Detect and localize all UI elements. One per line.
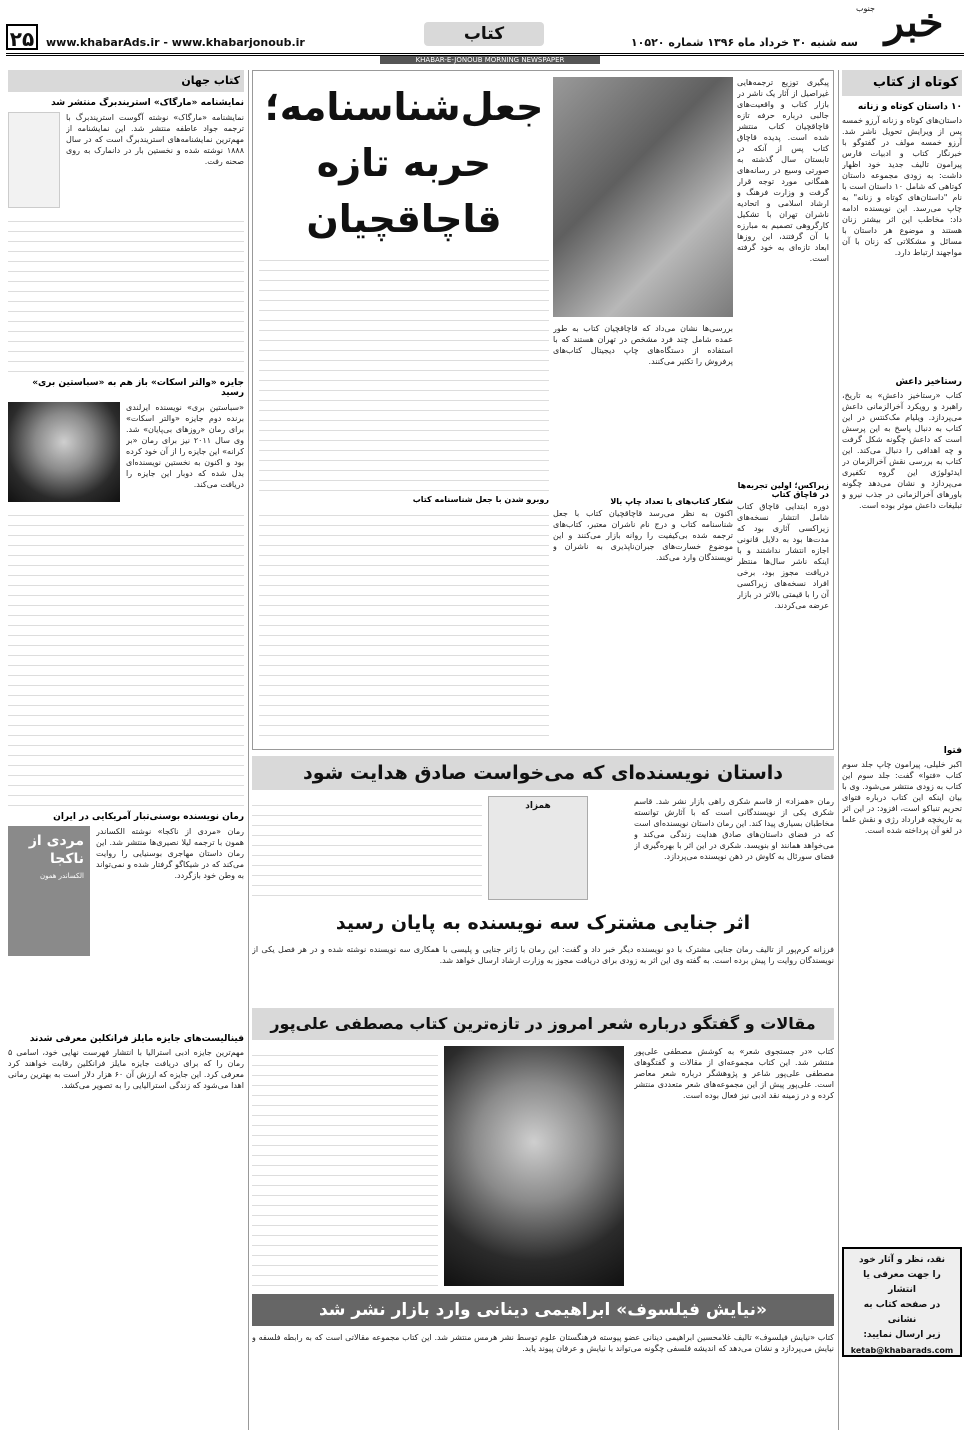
item-title: نمایشنامه «مارگاک» استریندبرگ منتشر شد (51, 98, 244, 108)
masthead (0, 0, 970, 64)
story-body: فرزانه کرم‌پور از تالیف رمان جنایی مشترک با دو نویسنده دیگر خبر داد و گفت: این رمان با ژانر جنایی و پلیسی با همکاری سه نویسنده نوشته شده و در هر فصل یکی از نویسندگان روایت را پیش برده است. به گفته وی این اثر به زودی برای دریافت مجوز به وزارت ارشاد ارسال خواهد شد. (252, 945, 834, 965)
lead-col (259, 251, 549, 741)
lead-body-continued (259, 506, 549, 736)
lead-body: بررسی‌ها نشان می‌داد که قاچاقچیان کتاب به طور عمده شامل چند فرد مشخص در تهران هستند که با استفاده از دستگاه‌های چاپ دیجیتال کتاب‌های پرفروش را تکثیر می‌کنند. (553, 324, 733, 366)
logo: خبر (884, 0, 944, 46)
story-body: کتاب «نیایش فیلسوف» تالیف غلامحسین ابراهیمی دینانی عضو پیوسته فرهنگستان علوم توسط نشر هرمس منتشر شد. این کتاب مجموعه مقالاتی است که به رابطه فلسفه و نیایش می‌پردازد و نشان می‌دهد که اندیشه فلسفی چگونه می‌تواند با نیایش و عرفان پیوند یابد. (252, 1333, 834, 1353)
lead-col (737, 77, 829, 745)
headline-line: حربه تازه (316, 141, 492, 185)
story-body-continued (252, 796, 482, 900)
story-dinani (252, 1294, 834, 1430)
story-headline: «نیایش فیلسوف» ابراهیمی دینانی وارد بازار نشر شد (252, 1294, 834, 1326)
book-cover-image (8, 826, 90, 956)
ad-email-link[interactable]: ketab@khabarads.com (850, 1346, 954, 1355)
item-body: «سباستین بری» نویسنده ایرلندی برنده دوم جایزه «والتر اسکات» برای رمان «روزهای بی‌پایان» شد. وی سال ۲۰۱۱ نیز برای رمان «بر کرانه» این جایزه را از آن خود کرده بود و اکنون به نخستین نویسنده‌ای بدل شده که دوبار این جایزه را دریافت می‌کند. (126, 403, 244, 489)
lead-subhead: زیراکس؛ اولین تجربه‌ها در قاچاق کتاب (737, 481, 829, 499)
website-links[interactable]: www.khabarAds.ir - www.khabarjonoub.ir (46, 36, 305, 49)
page-number: ۲۵ (6, 24, 38, 50)
author-portrait-image (8, 402, 120, 502)
book-cover-author: الکساندر همون (39, 872, 84, 880)
ad-line: را جهت معرفی یا انتشار (863, 1270, 941, 1295)
story-body-continued (252, 1046, 438, 1286)
lead-body: اکنون به نظر می‌رسد قاچاقچیان کتاب با جعل شناسنامه کتاب و درج نام ناشران معتبر، کتاب‌های ترجمه شده بی‌کیفیت را روانه بازار می‌کنند و این موضوع خسارت‌های جبران‌ناپذیری به ناشران و نویسندگان وارد می‌کند. (553, 509, 733, 562)
item-title: ۱۰ داستان کوتاه و زنانه (857, 102, 962, 112)
book-cover-title: همزاد (525, 801, 551, 811)
book-cover-image (8, 112, 60, 208)
headline-line: جعل‌شناسنامه؛ (264, 85, 544, 129)
item-body-continued (8, 506, 244, 806)
submission-ad (842, 1247, 962, 1357)
lead-body: دوره ابتدایی قاچاق کتاب شامل انتشار نسخه‌های زیراکسی آثاری بود که مدت‌ها بود به دلایل قانونی اجازه انتشار نداشتند و با اینکه ناشر سال‌ها منتظر دریافت مجوز بود، برخی افراد نسخه‌های زیراکسی آن را با قیمتی بالاتر در بازار عرضه می‌کردند. (737, 502, 829, 610)
item-title: فینالیست‌های جایزه مایلز فرانکلین معرفی شدند (29, 1034, 244, 1044)
street-photo (553, 77, 733, 317)
story-crime-novel (252, 906, 834, 1006)
book-cover-title: مردی از ناکجا (28, 833, 84, 867)
story-headline: مقالات و گفتگو درباره شعر امروز در تازه‌ترین کتاب مصطفی علی‌پور (252, 1008, 834, 1040)
column-divider (838, 70, 839, 1430)
right-column (842, 70, 962, 1430)
date-line: سه شنبه ۳۰ خرداد ماه ۱۳۹۶ شماره ۱۰۵۲۰ (630, 36, 858, 49)
ad-line: نقد، نظر و آثار خود (858, 1255, 946, 1265)
story-headline: داستان نویسنده‌ای که می‌خواست صادق هدایت شود (252, 756, 834, 790)
lead-subhead: روبرو شدن با جعل شناسنامه کتاب (412, 495, 549, 504)
item-body-continued (8, 212, 244, 372)
author-portrait-image (444, 1046, 624, 1286)
story-alipour (252, 1008, 834, 1290)
lead-body: پیگیری توزیع ترجمه‌هایی غیراصیل از آثار یک ناشر در بازار کتاب و واقعیت‌های جالبی درباره حرفه تازه قاچاقچیان کتاب منتشر شده است. پدیده قاچاق کتاب پس از آنکه در تابستان سال گذشته به صورتی وسیع در رسانه‌های همگانی مورد توجه قرار گرفت و وزارت فرهنگ و ارشاد اسلامی و اتحادیه ناشران تهران با تشکیل کارگروهی تصمیم به مبارزه با آن گرفتند، این روزها ابعاد تازه‌ای به خود گرفته است. (737, 78, 829, 263)
right-column-heading: کوتاه از کتاب (842, 70, 962, 96)
ad-line: در صفحه کتاب به نشانی (863, 1300, 941, 1325)
item-body: رمان «مردی از ناکجا» نوشته الکساندر همون با ترجمه لیلا نصیری‌ها منتشر شد. این رمان داستان مهاجری بوسنیایی را روایت می‌کند که در شیکاگو گرفتار شده و نمی‌تواند به وطن خود بازگردد. (96, 827, 244, 880)
story-body: کتاب «در جستجوی شعر» به کوشش مصطفی علی‌پور منتشر شد. این کتاب مجموعه‌ای از مقالات و گفتگوهای مصطفی علی‌پور شاعر و پژوهشگر درباره شعر معاصر است. علی‌پور پیش از این مجموعه‌های شعر متعددی منتشر کرده و در زمینه نقد ادبی نیز فعال بوده است. (634, 1047, 834, 1100)
column-divider (248, 70, 249, 1430)
story-hedayat (252, 756, 834, 902)
left-column-heading: کتاب جهان (8, 70, 244, 92)
item-title: رمان نویسنده بوسنی‌تبار آمریکایی در ایران (53, 812, 244, 822)
story-body: رمان «همزاد» از قاسم شکری راهی بازار نشر شد. قاسم شکری یکی از نویسندگانی است که با آثارش توانسته مخاطبان بسیاری پیدا کند. این رمان داستان نویسنده‌ای است که در فضای داستان‌های صادق هدایت زندگی می‌کند و می‌خواهد همانند او بنویسد. شکری در این اثر با بهره‌گیری از فضای سورئال به کاوش در ذهن نویسنده می‌پردازد. (634, 797, 834, 861)
section-title: کتاب (424, 22, 544, 46)
item-body: نمایشنامه «مارگاک» نوشته آگوست استریندبرگ با ترجمه جواد عاطفه منتشر شد. این نمایشنامه از مهم‌ترین نمایشنامه‌های استریندبرگ است که در سال ۱۸۸۸ نوشته شده و نخستین بار در دانمارک به روی صحنه رفت. (66, 113, 244, 166)
item-title: رستاخیز داعش (895, 377, 962, 387)
lead-col (553, 323, 733, 743)
item-body: مهم‌ترین جایزه ادبی استرالیا با انتشار فهرست نهایی خود، اسامی ۵ رمان را که برای دریافت جایزه مایلز فرانکلین رقابت خواهند کرد معرفی کرد. این جایزه که ارزش آن ۶۰ هزار دلار است به بهترین رمانی اهدا می‌شود که زندگی استرالیایی را به تصویر می‌کشد. (8, 1048, 244, 1090)
item-body: اکبر خلیلی، پیرامون چاپ جلد سوم کتاب «فتوا» گفت: جلد سوم این کتاب به زودی منتشر می‌شود. وی با بیان اینکه این کتاب درباره فتوای تحریم تنباکو است، افزود: در این اثر به تاریخچه قرارداد رژی و نقش علما در لغو آن پرداخته شده است. (842, 760, 962, 835)
item-body: داستان‌های کوتاه و زنانه آرزو خمسه پس از ویرایش تحویل ناشر شد. آرزو خمسه مولف در گفتوگو با خبرنگار کتاب و ادبیات فارس پیرامون تالیف جدید خود اظهار داشت: به زودی مجموعه داستان کوتاهی که شامل ۱۰ داستان است با نام "داستان‌های کوتاه و زنانه" به چاپ می‌رسد. این نویسنده ادامه داد: مخاطب این اثر بیشتر زنان هستند و موضوع هر داستان با مسائل و مشکلاتی که زنان با آن مواجهند ارتباط دارد. (842, 116, 962, 257)
left-column (8, 70, 244, 1430)
ad-line: زیر ارسال نمایید: (863, 1330, 941, 1340)
item-body: کتاب «رستاخیز داعش» به تاریخ، راهبرد و رویکرد آخرالزمانی داعش می‌پردازد. ویلیام مک‌کنتس در این کتاب به دنبال پاسخ به این پرسش است که داعش چگونه شکل گرفت و چه اهدافی را دنبال می‌کند. این کتاب به بررسی نقش آخرالزمان در ایدئولوژی این گروه تکفیری می‌پردازد و نشان می‌دهد چگونه باورهای آخرالزمانی در جذب نیرو و تبلیغات داعش موثر بوده است. (842, 391, 962, 510)
lead-story (252, 70, 834, 750)
item-title: جایزه «والتر اسکات» باز هم به «سباستین بری» رسید (32, 378, 244, 398)
lead-subhead: شکار کتاب‌های با تعداد چاپ بالا (610, 497, 733, 506)
story-headline: اثر جنایی مشترک سه نویسنده به پایان رسید (335, 912, 751, 934)
english-name: KHABAR-E-JONOUB MORNING NEWSPAPER (380, 56, 600, 64)
book-cover-image (488, 796, 588, 900)
headline-line: قاچاقچیان (306, 197, 502, 241)
logo-sub: جنوب (855, 4, 875, 13)
lead-body-continued (259, 251, 549, 491)
item-title: فتوا (943, 746, 962, 756)
